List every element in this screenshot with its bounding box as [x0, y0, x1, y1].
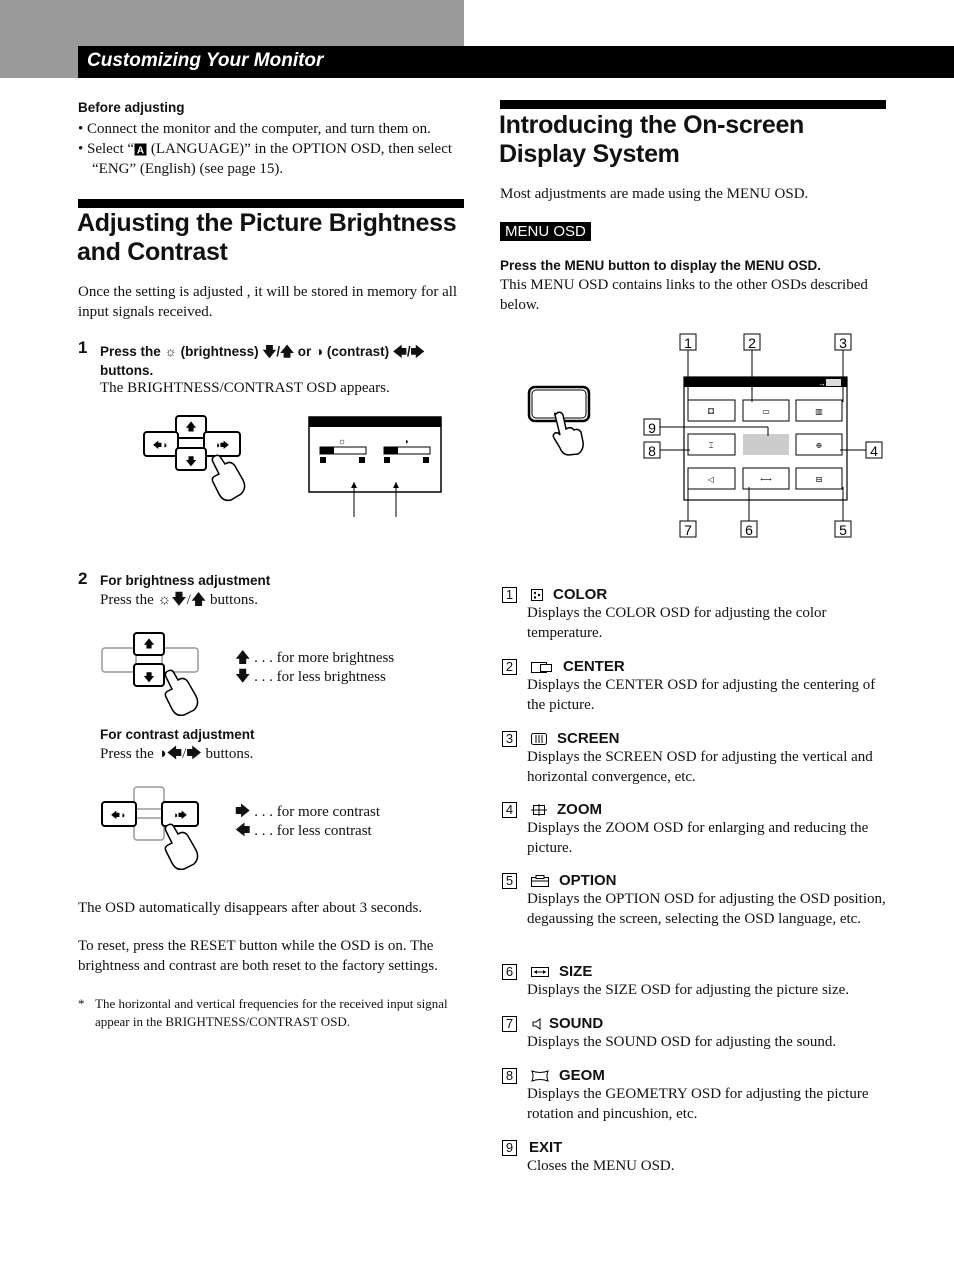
- right-arrow-icon: 🡆: [186, 746, 202, 762]
- size-icon: [531, 966, 549, 978]
- less-brightness-text: 🡇 . . . for less brightness: [235, 669, 386, 685]
- brightness-contrast-heading: Adjusting the Picture Brightness and Contrast: [77, 209, 457, 266]
- down-arrow-icon: 🡇: [235, 669, 251, 685]
- svg-text:3: 3: [839, 335, 847, 351]
- left-arrow-icon: 🡄: [166, 746, 183, 762]
- svg-text:⊕: ⊕: [815, 441, 823, 450]
- brightness-contrast-osd-illustration: [308, 416, 442, 518]
- footnote-mark: *: [78, 996, 85, 1011]
- svg-text:◁: ◁: [707, 475, 715, 484]
- list-item: 3 SCREEN Displays the SCREEN OSD for adjusting the vertical and horizontal convergence, etc.: [502, 730, 892, 801]
- heading-rule-right: [500, 100, 886, 109]
- svg-text:🡇: 🡇: [185, 456, 197, 468]
- svg-text:8: 8: [648, 443, 656, 459]
- contrast-press-text: Press the ◑🡄/🡆 buttons.: [100, 746, 254, 762]
- auto-disappear-text: The OSD automatically disappears after about 3 seconds.: [78, 900, 423, 916]
- footnote-text: The horizontal and vertical frequencies for the received input signal appear in the BRIGHTNESS/CONTRAST OSD.: [95, 996, 448, 1029]
- reset-text: To reset, press the RESET button while the OSD is on. The brightness and contrast are both reset to the factory settings.: [78, 938, 438, 974]
- heading-rule-left: [78, 199, 464, 208]
- list-item: 7 SOUND Displays the SOUND OSD for adjusting the sound.: [502, 1015, 892, 1067]
- list-item: 1 COLOR Displays the COLOR OSD for adjusting the color temperature.: [502, 586, 892, 658]
- svg-text:1: 1: [684, 335, 692, 351]
- list-item: 4 ZOOM Displays the ZOOM OSD for enlarging and reducing the picture.: [502, 801, 892, 872]
- contrast-pad-illustration: [98, 784, 218, 870]
- bullet-1: • Connect the monitor and the computer, and turn them on.: [78, 121, 431, 137]
- svg-text:▭: ▭: [762, 407, 770, 416]
- step1-text: Press the ☼ (brightness) 🡇/🡅 or ◑ (contrast) 🡄/🡆 buttons.: [100, 344, 425, 378]
- up-arrow-icon: 🡅: [235, 650, 251, 666]
- svg-text:9: 9: [648, 420, 656, 436]
- section-title: Customizing Your Monitor: [87, 50, 324, 71]
- svg-text:🡄◑: 🡄◑: [152, 440, 168, 450]
- svg-text:⟷: ⟷: [760, 475, 772, 484]
- svg-text:6: 6: [745, 522, 753, 538]
- up-arrow-icon: 🡅: [190, 592, 207, 608]
- sun-icon: ☼: [164, 344, 177, 359]
- geom-icon: [531, 1070, 549, 1082]
- menu-button-illustration: [526, 384, 594, 456]
- down-arrow-icon: 🡇: [171, 592, 187, 608]
- press-menu-heading: Press the MENU button to display the MENU OSD.: [500, 258, 822, 273]
- option-icon: [531, 875, 549, 887]
- brightness-press-text: Press the ☼🡇/🡅 buttons.: [100, 592, 258, 608]
- step1-result: The BRIGHTNESS/CONTRAST OSD appears.: [100, 380, 390, 396]
- svg-text:A: A: [136, 145, 145, 157]
- step2-number: 2: [78, 569, 88, 588]
- color-icon: [531, 589, 543, 601]
- svg-text:→: →: [818, 379, 826, 388]
- svg-text:▥: ▥: [815, 407, 823, 416]
- menu-osd-description: This MENU OSD contains links to the other OSDs described below.: [500, 277, 868, 313]
- svg-text:5: 5: [839, 522, 847, 538]
- osd-items-list: [502, 586, 892, 1191]
- contrast-adjust-heading: For contrast adjustment: [100, 727, 255, 742]
- svg-text:🡅: 🡅: [143, 638, 155, 650]
- control-pad-illustration: [140, 412, 260, 502]
- brightness-pad-illustration: [98, 630, 218, 716]
- up-arrow-icon: 🡅: [280, 344, 294, 359]
- menu-osd-diagram: [640, 330, 890, 542]
- contrast-icon: ◑: [315, 344, 324, 359]
- svg-text:2: 2: [748, 335, 756, 351]
- svg-text:☼: ☼: [337, 436, 347, 446]
- svg-text:⚃: ⚃: [707, 407, 715, 416]
- list-item: 8 GEOM Displays the GEOMETRY OSD for adjusting the picture rotation and pincushion, etc.: [502, 1067, 892, 1139]
- left-arrow-icon: 🡄: [235, 823, 251, 839]
- svg-text:⌶: ⌶: [708, 441, 714, 450]
- screen-icon: [531, 733, 547, 745]
- svg-text:◑: ◑: [403, 437, 409, 446]
- down-arrow-icon: 🡇: [262, 344, 277, 359]
- zoom-icon: [531, 804, 547, 816]
- svg-text:◑🡆: ◑🡆: [214, 440, 230, 450]
- menu-osd-badge: MENU OSD: [500, 223, 591, 241]
- svg-text:🡄◑: 🡄◑: [110, 810, 126, 820]
- svg-text:⊟: ⊟: [815, 475, 823, 484]
- bullet-2: • Select “ A (LANGUAGE)” in the OPTION OSD, then select “ENG” (English) (see page 15).: [78, 141, 453, 177]
- before-adjusting-heading: Before adjusting: [78, 100, 185, 115]
- language-icon: [134, 143, 147, 156]
- list-item: 6 SIZE Displays the SIZE OSD for adjusting the picture size.: [502, 963, 892, 1015]
- sun-icon: ☼: [157, 592, 172, 608]
- svg-text:◑🡆: ◑🡆: [172, 810, 188, 820]
- more-brightness-text: 🡅 . . . for more brightness: [235, 650, 395, 666]
- right-arrow-icon: 🡆: [235, 804, 251, 820]
- sound-icon: [531, 1018, 543, 1030]
- contrast-icon: ◑: [157, 746, 167, 762]
- svg-text:🡇: 🡇: [143, 672, 155, 684]
- right-arrow-icon: 🡆: [410, 344, 425, 359]
- osd-intro-text: Most adjustments are made using the MENU OSD.: [500, 186, 809, 202]
- step1-number: 1: [78, 338, 88, 357]
- less-contrast-text: 🡄 . . . for less contrast: [235, 823, 372, 839]
- svg-text:4: 4: [870, 443, 878, 459]
- list-item: 9 EXIT Closes the MENU OSD.: [502, 1139, 892, 1191]
- more-contrast-text: 🡆 . . . for more contrast: [235, 804, 381, 820]
- left-arrow-icon: 🡄: [392, 344, 407, 359]
- osd-system-heading: Introducing the On-screen Display System: [499, 111, 805, 168]
- brightness-adjust-heading: For brightness adjustment: [100, 573, 271, 588]
- list-item: 2 CENTER Displays the CENTER OSD for adjusting the centering of the picture.: [502, 658, 892, 730]
- svg-text:7: 7: [684, 522, 692, 538]
- center-icon: [531, 661, 553, 673]
- svg-text:🡅: 🡅: [185, 421, 197, 433]
- list-item: 5 OPTION Displays the OPTION OSD for adjusting the OSD position, degaussing the screen, selecting the OSD language, etc.: [502, 872, 892, 963]
- intro-text: Once the setting is adjusted , it will be stored in memory for all input signals received.: [78, 284, 458, 320]
